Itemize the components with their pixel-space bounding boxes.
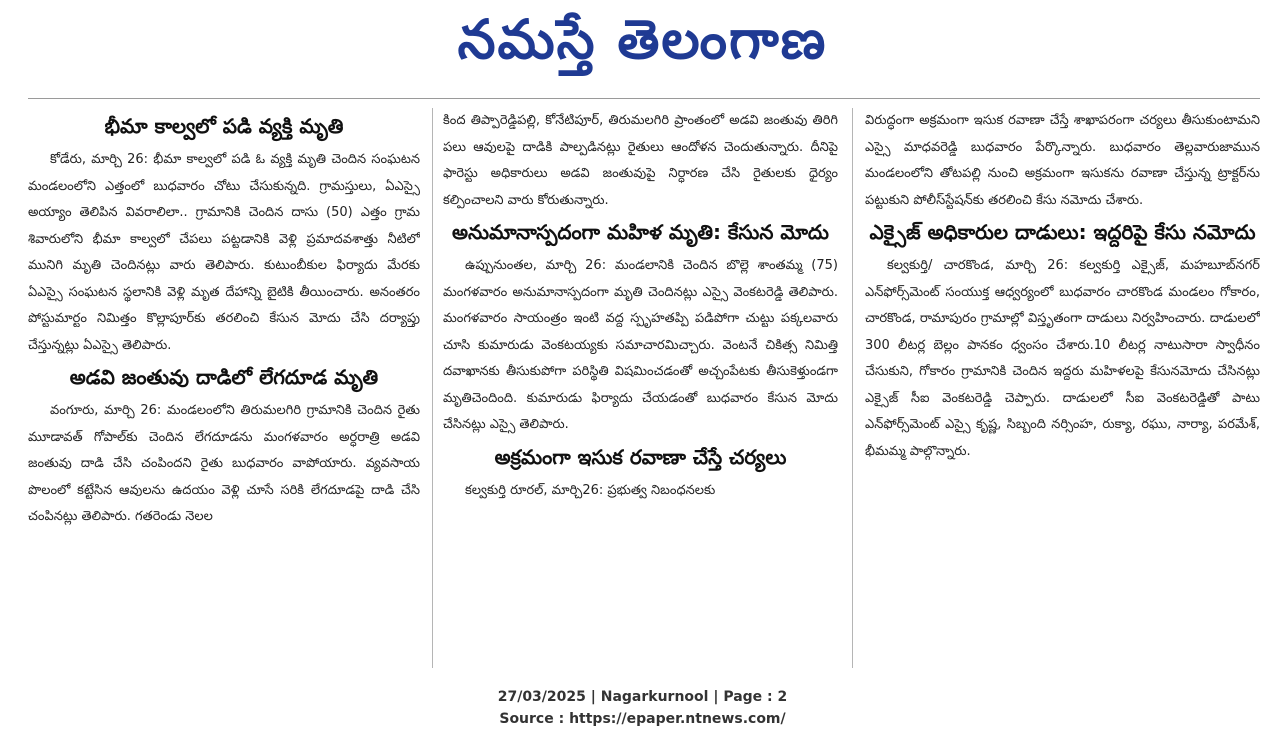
column-2 (443, 108, 838, 668)
article-excise-raids (865, 218, 1260, 465)
footer-source-link[interactable]: Source : https://epaper.ntnews.com/ (499, 711, 786, 727)
column-1 (28, 108, 420, 668)
article-headline: అక్రమంగా ఇసుక రవాణా చేస్తే చర్యలు (494, 444, 787, 469)
article-woman-death (443, 218, 838, 439)
article-sand-transport (443, 443, 838, 505)
masthead (0, 0, 1285, 80)
article-body: కల్వకుర్తి రూరల్, మార్చి26: ప్రభుత్వ నిబంధనలకు (465, 482, 716, 498)
top-rule (28, 98, 1260, 99)
article-headline: అనుమానాస్పదంగా మహిళ మృతి: కేసున మోదు (452, 220, 829, 244)
article-body: ఉప్పునుంతల, మార్చి 26: మండలానికి చెందిన బొల్లె శాంతమ్మ (75) మంగళవారం అనుమానాస్పదంగా మృతి చెందినట్లు ఎస్సై వెంకటరెడ్డి తెలిపారు. మంగళవారం సాయంత్రం ఇంటి వద్ద స్పృహతప్పి పడిపోగా చుట్టు పక్కలవారు చూసి కుమారుడు వెంకటయ్యకు సమాచారమిచ్చారు. వెంటనే చికిత్స నిమిత్తి దవాఖానకు తీసుకుపోగా పరిస్థితి విషమించడంతో అచ్చంపేటకు తీసుకెళ్తుండగా మృతిచెందింది. కుమారుడు ఫిర్యాదు చేయడంతో బుధవారం కేసున మోదు చేసినట్లు ఎస్సై తెలిపారు. (443, 258, 838, 432)
article-continuation: కింద తిప్పారెడ్డిపల్లి, కోనేటిపూర్, తిరుమలగిరి ప్రాంతంలో అడవి జంతువు తిరిగి పలు ఆవులపై దాడికి పాల్పడినట్లు రైతులు ఆందోళన చెందుతున్నారు. దీనిపై ఫారెస్టు అధికారులు అడవి జంతువుపై నిర్ధారణ చేసి రైతులకు ధైర్యం కల్పించాలని వారు కోరుతున్నారు. (443, 113, 838, 208)
article-bhima-canal (28, 112, 420, 359)
column-3 (865, 108, 1260, 668)
article-body: కోడేరు, మార్చి 26: భీమా కాల్వలో పడి ఓ వ్యక్తి మృతి చెందిన సంఘటన మండలంలోని ఎత్తంలో బుధవారం చోటు చేసుకున్నది. గ్రామస్తులు, ఏఎస్సై అయ్యాం తెలిపిన వివరాలిలా.. గ్రామానికి చెందిన దాసు (50) ఎత్తం గ్రామ శివారులోని భీమా కాల్వలో చేపలు పట్టడానికి వెళ్లి ప్రమాదవశాత్తు నీటిలో మునిగి మృతి చెందినట్లు వారు తెలిపారు. కుటుంబీకుల ఫిర్యాదు మేరకు ఏఎస్సై సంఘటన స్థలానికి వెళ్లి మృత దేహాన్ని బైటికి తీయించారు. అనంతరం పోస్టుమార్టం నిమిత్తం కొల్లాపూర్‌కు తరలించి కేసున మోదు చేసి దర్యాప్తు చేస్తున్నట్లు ఏఎస్సై తెలిపారు. (28, 152, 420, 353)
news-columns (28, 108, 1260, 668)
column-separator (432, 108, 433, 668)
newspaper-logo: నమస్తే తెలంగాణ (457, 8, 828, 71)
footer-dateline: 27/03/2025 | Nagarkurnool | Page : 2 (497, 689, 788, 705)
article-continuation: విరుద్ధంగా అక్రమంగా ఇసుక రవాణా చేస్తే శాఖాపరంగా చర్యలు తీసుకుంటామని ఎస్సై మాధవరెడ్డి బుధవారం పేర్కొన్నారు. బుధవారం తెల్లవారుజామున మండలంలోని తోటపల్లి నుంచి అక్రమంగా ఇసుకను రవాణా చేస్తున్న ట్రాక్టర్‌ను పట్టుకుని పోలీస్‌స్టేషన్‌కు తరలించి కేసు నమోదు చేశారు. (865, 113, 1260, 208)
article-headline: భీమా కాల్వలో పడి వ్యక్తి మృతి (104, 114, 344, 138)
article-headline: అడవి జంతువు దాడిలో లేగదూడ మృతి (69, 365, 379, 389)
article-body: కల్వకుర్తి/ చారకొండ, మార్చి 26: కల్వకుర్తి ఎక్సైజ్, మహబూబ్‌నగర్ ఎన్‌ఫోర్స్‌మెంట్ సంయుక్త ఆధ్వర్యంలో బుధవారం చారకొండ మండలం గోకారం, చారకొండ, రామాపురం గ్రామాల్లో విస్తృతంగా దాడులు నిర్వహించారు. దాడులలో 300 లీటర్ల బెల్లం పానకం ధ్వంసం చేశారు.10 లీటర్ల నాటుసారా స్వాధీనం చేసుకుని, గోకారం గ్రామానికి చెందిన ఇద్దరు మహిళలపై కేసునమోదు చేసినట్లు ఎక్సైజ్ సీఐ వెంకటరెడ్డి చెప్పారు. దాడులలో సీఐ వెంకటరెడ్డితో పాటు ఎన్‌ఫోర్స్‌మెంట్ ఎస్సై కృష్ణ, సిబ్బంది నర్సింహ, రుక్యా, రఘు, నార్యా, పరమేశ్, భీమమ్మ పాల్గొన్నారు. (865, 258, 1260, 459)
article-headline: ఎక్సైజ్ అధికారుల దాడులు: ఇద్దరిపై కేసు నమోదు (869, 220, 1256, 244)
column-separator (852, 108, 853, 668)
article-calf-attack (28, 363, 420, 531)
page-footer (0, 686, 1285, 730)
article-body: వంగూరు, మార్చి 26: మండలంలోని తిరుమలగిరి గ్రామానికి చెందిన రైతు మూడావత్ గోపాల్‌కు చెందిన లేగదూడను మంగళవారం అర్ధరాత్రి అడవి జంతువు దాడి చేసి చంపిందని రైతు బుధవారం వాపోయారు. వ్యవసాయ పొలంలో కట్టేసిన ఆవులను ఉదయం వెళ్లి చూసే సరికి లేగదూడపై దాడి చేసి చంపినట్లు తెలిపారు. గతరెండు నెలల (28, 403, 420, 524)
